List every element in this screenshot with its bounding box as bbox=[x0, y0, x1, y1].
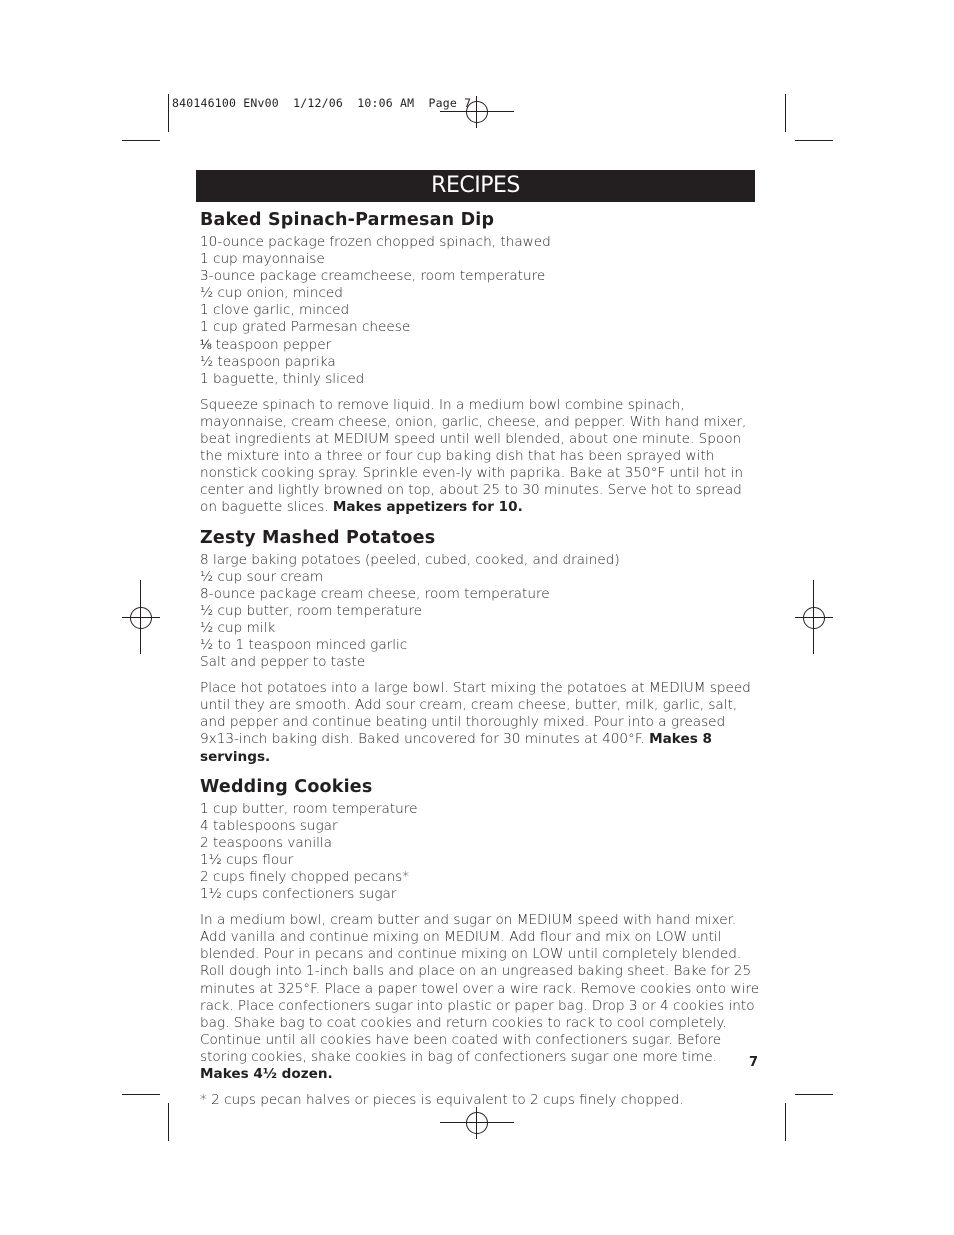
crop-mark bbox=[785, 94, 786, 132]
ingredient-item: ½ to 1 teaspoon minced garlic bbox=[200, 636, 408, 653]
ingredient-list bbox=[200, 552, 760, 672]
ingredient-item: 2 cups finely chopped pecans* bbox=[200, 869, 410, 885]
recipe-title: Baked Spinach-Parmesan Dip bbox=[200, 210, 495, 230]
recipe-title: Wedding Cookies bbox=[200, 776, 373, 797]
recipe-yield: Makes 8 servings. bbox=[200, 731, 712, 765]
method-text: Squeeze spinach to remove liquid. In a medium bowl combine spinach, mayonnaise, cream cheese, onion, garlic, cheese, and pepper. With hand mixer, beat ingredients at MEDIUM speed until well blended, about one minute. Spoon the mixture into a three or four cup baking dish that has been sprayed with nonstick cooking spray. Sprinkle even-ly with paprika. Bake at 350°F until hot in center and lightly browned on top, about 25 to 30 minutes. Serve hot to spread on baguette slices. bbox=[200, 396, 747, 516]
crop-mark bbox=[122, 140, 160, 141]
ingredient-item: 1 cup mayonnaise bbox=[200, 251, 325, 268]
ingredient-item: Salt and pepper to taste bbox=[200, 654, 366, 671]
crop-mark bbox=[795, 1094, 833, 1095]
ingredient-item: ⅛ teaspoon pepper bbox=[200, 336, 332, 353]
ingredient-item: 10-ounce package frozen chopped spinach, thawed bbox=[200, 234, 551, 250]
recipe-wedding-cookies bbox=[200, 775, 760, 1084]
ingredient-item: 1 cup grated Parmesan cheese bbox=[200, 319, 411, 336]
crop-mark bbox=[795, 140, 833, 141]
ingredient-list bbox=[200, 801, 760, 904]
recipes-content bbox=[200, 208, 760, 1123]
ingredient-item: 8 large baking potatoes (peeled, cubed, cooked, and drained) bbox=[200, 551, 620, 568]
recipe-method bbox=[200, 397, 760, 517]
crop-mark bbox=[785, 1103, 786, 1141]
ingredient-item: 2 teaspoons vanilla bbox=[200, 834, 333, 851]
crop-mark bbox=[168, 1103, 169, 1141]
crop-mark bbox=[168, 94, 169, 132]
recipe-method bbox=[200, 912, 760, 1083]
ingredient-list bbox=[200, 234, 760, 388]
registration-mark bbox=[466, 101, 488, 123]
ingredient-item: ½ cup onion, minced bbox=[200, 285, 343, 302]
ingredient-item: 1 baguette, thinly sliced bbox=[200, 370, 365, 387]
recipe-yield: Makes appetizers for 10. bbox=[332, 499, 523, 516]
ingredient-item: 3-ounce package creamcheese, room temperature bbox=[200, 268, 546, 285]
section-banner: RECIPES bbox=[196, 170, 755, 202]
ingredient-item: ½ teaspoon paprika bbox=[200, 353, 336, 370]
ingredient-item: 1 clove garlic, minced bbox=[200, 302, 350, 319]
ingredient-item: ½ cup milk bbox=[200, 619, 276, 636]
recipe-method bbox=[200, 680, 760, 765]
ingredient-item: ½ cup sour cream bbox=[200, 568, 324, 585]
recipe-spinach-dip bbox=[200, 208, 760, 517]
recipe-mashed-potatoes bbox=[200, 526, 760, 766]
ingredient-item: 8-ounce package cream cheese, room temperature bbox=[200, 585, 550, 602]
registration-mark bbox=[130, 607, 152, 629]
ingredient-item: 4 tablespoons sugar bbox=[200, 817, 338, 834]
recipe-title: Zesty Mashed Potatoes bbox=[200, 527, 436, 548]
page-number: 7 bbox=[749, 1055, 759, 1070]
registration-mark bbox=[803, 607, 825, 629]
ingredient-item: 1 cup butter, room temperature bbox=[200, 800, 418, 817]
ingredient-item: ½ cup butter, room temperature bbox=[200, 602, 422, 619]
ingredient-item: 1½ cups confectioners sugar bbox=[200, 886, 397, 903]
recipe-yield: Makes 4½ dozen. bbox=[200, 1066, 333, 1083]
method-text: Place hot potatoes into a large bowl. Start mixing the potatoes at MEDIUM speed until they are smooth. Add sour cream, cream cheese, butter, milk, garlic, salt, and pepper and continue beating until thoroughly mixed. Pour into a greased 9x13-inch baking dish. Baked uncovered for 30 minutes at 400°F. bbox=[200, 680, 751, 748]
method-text: In a medium bowl, cream butter and sugar on MEDIUM speed with hand mixer. Add vanilla and continue mixing on MEDIUM. Add flour and mix on LOW until blended. Pour in pecans and continue mixing on LOW until completely blended. Roll dough into 1-inch balls and place on an ungreased baking sheet. Bake for 25 minutes at 325°F. Place a paper towel over a wire rack. Remove cookies onto wire rack. Place confectioners sugar into plastic or paper bag. Drop 3 or 4 cookies into bag. Shake bag to coat cookies and return cookies to rack to cool completely. Continue until all cookies have been coated with confectioners sugar. Before storing cookies, shake cookies in bag of confectioners sugar one more time. bbox=[200, 912, 760, 1065]
ingredient-item: 1½ cups flour bbox=[200, 851, 294, 868]
footnote: * 2 cups pecan halves or pieces is equivalent to 2 cups finely chopped. bbox=[200, 1092, 684, 1109]
printer-slug: 840146100 ENv00 1/12/06 10:06 AM Page 7 bbox=[172, 96, 472, 110]
crop-mark bbox=[122, 1094, 160, 1095]
